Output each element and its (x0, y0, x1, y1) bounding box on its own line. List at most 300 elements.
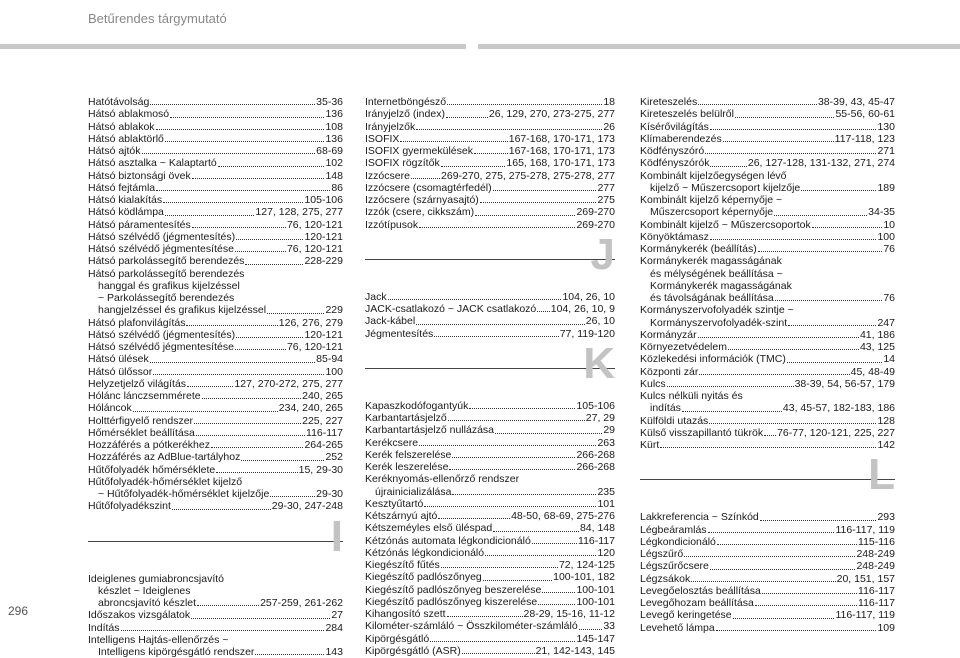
entry-pages: 34-35 (868, 206, 895, 218)
section-rule (365, 368, 615, 369)
entry-pages: 225, 227 (302, 415, 343, 427)
entry-term: Kombinált kijelzőegységen lévő (640, 170, 787, 182)
section-letter: L (868, 453, 895, 497)
dot-leader (156, 182, 330, 191)
entry-term: Műszercsoport képernyője (650, 206, 773, 218)
entry-term: Kétszárnyú ajtó (365, 510, 437, 522)
entry-pages: 116-117, 119 (835, 609, 895, 621)
dot-leader (163, 194, 303, 203)
index-entry (365, 145, 615, 157)
dot-leader (416, 315, 585, 324)
dot-leader (400, 133, 507, 142)
entry-pages: 269-270 (576, 219, 615, 231)
dot-leader (267, 304, 324, 313)
dot-leader (170, 108, 324, 117)
entry-pages: 128 (877, 415, 895, 427)
index-entry (640, 133, 895, 145)
dot-leader (192, 219, 286, 228)
dot-leader (710, 560, 856, 569)
entry-pages: 29 (603, 424, 615, 436)
index-entry (365, 535, 615, 547)
index-entry (88, 96, 343, 108)
index-entry (365, 96, 615, 108)
entry-pages: 76 (883, 292, 895, 304)
dot-leader (424, 498, 596, 507)
entry-term: ISOFIX (365, 133, 399, 145)
entry-term: Hűtőfolyadék hőmérséklete (88, 464, 215, 476)
index-entry (640, 511, 895, 523)
index-entry (365, 584, 615, 596)
index-entry (88, 268, 343, 280)
entry-term: Karbantartásjelző nullázása (365, 424, 494, 436)
index-entry (88, 304, 343, 316)
section-letter: I (331, 515, 343, 559)
dot-leader (660, 439, 876, 448)
index-entry (640, 573, 895, 585)
entry-pages: 145-147 (576, 633, 615, 645)
entry-term: Légkondicionáló (640, 536, 716, 548)
entry-pages: 136 (325, 108, 343, 120)
index-entry (88, 451, 343, 463)
dot-leader (723, 133, 834, 142)
entry-term: Jack-kábel (365, 315, 415, 327)
index-entry (88, 329, 343, 341)
entry-pages: 120 (597, 547, 615, 559)
entry-pages: 76, 120-121 (287, 219, 343, 231)
dot-leader (710, 231, 877, 240)
entry-pages: 26, 10 (586, 315, 615, 327)
dot-leader (165, 206, 255, 215)
section-rule (365, 259, 615, 260)
dot-leader (241, 451, 324, 460)
dot-leader (710, 157, 746, 166)
index-entry (365, 400, 615, 412)
entry-pages: 117-118, 123 (835, 133, 895, 145)
index-entry (640, 378, 895, 390)
index-entry (365, 510, 615, 522)
entry-pages: 100-101 (576, 584, 615, 596)
entry-pages: 77, 119-120 (560, 328, 615, 340)
index-entry (365, 121, 615, 133)
entry-pages: 35-36 (316, 96, 343, 108)
entry-term: Kormánykerék (beállítás) (640, 243, 757, 255)
dot-leader (192, 170, 325, 179)
entry-term: Kerék felszerelése (365, 449, 451, 461)
entry-term: Hátsó ablakmosó (88, 108, 169, 120)
index-entry (88, 634, 343, 646)
entry-term: Kiegészítő padlószőnyeg kiszerelése (365, 596, 537, 608)
entry-term: Kombinált kijelző ~ Műszercsoportok (640, 219, 811, 231)
index-entry (88, 182, 343, 194)
entry-pages: 148 (325, 170, 343, 182)
entry-pages: 29-30 (316, 488, 343, 500)
index-entry (365, 412, 615, 424)
entry-term: ISOFIX gyermekülések (365, 145, 473, 157)
dot-leader (532, 535, 577, 544)
index-entry (365, 108, 615, 120)
entry-term: Izzócsere (365, 170, 410, 182)
dot-leader (733, 609, 835, 618)
entry-pages: 28-29, 15-16, 11-12 (524, 608, 615, 620)
entry-term: Helyzetjelző világítás (88, 378, 186, 390)
entry-pages: 84, 148 (580, 522, 615, 534)
dot-leader (698, 96, 817, 105)
index-entry (88, 464, 343, 476)
entry-term: Kürt (640, 439, 659, 451)
index-entry (365, 473, 615, 485)
entry-list (640, 511, 895, 634)
entry-term: Légzsákok (640, 573, 690, 585)
index-entry (640, 560, 895, 572)
entry-pages: 229 (325, 304, 343, 316)
dot-leader (495, 424, 602, 433)
dot-leader (165, 133, 325, 142)
entry-pages: 27 (331, 609, 343, 621)
index-entry (88, 157, 343, 169)
dot-leader (150, 96, 315, 105)
entry-pages: 86 (331, 182, 343, 194)
entry-term: Hátsó ködlámpa (88, 206, 164, 218)
index-entry (365, 498, 615, 510)
dot-leader (483, 571, 552, 580)
entry-term: ~ Parkolássegítő berendezés (98, 292, 234, 304)
index-entry (88, 500, 343, 512)
entry-term: Izzócsere (szárnyasajtó) (365, 194, 479, 206)
dot-leader (441, 157, 506, 166)
index-entry (640, 609, 895, 621)
index-entry (88, 597, 343, 609)
index-entry (365, 608, 615, 620)
entry-term: Hátsó parkolássegítő berendezés (88, 255, 244, 267)
index-entry (640, 585, 895, 597)
dot-leader (448, 412, 585, 421)
entry-term: Kapaszkodófogantyúk (365, 400, 468, 412)
entry-pages: 266-268 (576, 461, 615, 473)
entry-term: Kétzónás légkondicionáló (365, 547, 484, 559)
entry-term: Környezetvédelem (640, 341, 727, 353)
entry-term: Kombinált kijelző képernyője ~ (640, 194, 782, 206)
dot-leader (416, 121, 602, 130)
entry-term: Kesztyűtartó (365, 498, 423, 510)
dot-leader (710, 121, 877, 130)
dot-leader (709, 415, 876, 424)
entry-pages: 41, 186 (860, 329, 895, 341)
entry-pages: 27, 29 (586, 412, 615, 424)
entry-pages: 100 (325, 366, 343, 378)
index-entry (365, 645, 615, 657)
entry-term: Irányjelző (index) (365, 108, 445, 120)
index-entry (640, 96, 895, 108)
dot-leader (716, 622, 877, 631)
dot-leader (191, 609, 330, 618)
index-entry (365, 596, 615, 608)
index-entry (365, 291, 615, 303)
entry-pages: 43, 125 (860, 341, 895, 353)
entry-term: kijelző ~ Műszercsoport kijelzője (650, 182, 800, 194)
index-entry (640, 304, 895, 316)
entry-list (88, 96, 343, 513)
entry-pages: 275 (597, 194, 615, 206)
entry-pages: 235 (597, 486, 615, 498)
entry-pages: 26, 129, 270, 273-275, 277 (489, 108, 615, 120)
index-entry (640, 317, 895, 329)
entry-pages: 116-117 (858, 585, 895, 597)
entry-term: Kormányzár (640, 329, 697, 341)
entry-pages: 284 (325, 622, 343, 634)
entry-term: Könyöktámasz (640, 231, 709, 243)
dot-leader (133, 402, 278, 411)
dot-leader (446, 108, 488, 117)
dot-leader (172, 500, 271, 509)
entry-list (365, 400, 615, 657)
entry-pages: 10 (883, 219, 895, 231)
entry-pages: 26, 127-128, 131-132, 271, 274 (748, 157, 895, 169)
index-entry (640, 231, 895, 243)
entry-term: Hátsó fejtámla (88, 182, 155, 194)
dot-leader (452, 449, 575, 458)
entry-list (365, 96, 615, 231)
entry-term: Időszakos vizsgálatok (88, 609, 190, 621)
index-entry (365, 303, 615, 315)
index-entry (88, 378, 343, 390)
dot-leader (764, 427, 776, 436)
entry-pages: 115-116 (858, 536, 895, 548)
entry-pages: 18 (603, 96, 615, 108)
index-entry (640, 622, 895, 634)
entry-pages: 33 (603, 620, 615, 632)
index-entry (365, 194, 615, 206)
section-rule (88, 541, 343, 542)
index-entry (640, 415, 895, 427)
entry-term: Külföldi utazás (640, 415, 708, 427)
dot-leader (717, 536, 857, 545)
dot-leader (411, 170, 440, 179)
index-entry (640, 341, 895, 353)
index-entry (640, 170, 895, 182)
entry-pages: 29-30, 247-248 (272, 500, 343, 512)
dot-leader (480, 194, 597, 203)
section-rule (640, 479, 895, 480)
entry-term: Hátsó ajtók (88, 145, 141, 157)
entry-pages: 14 (883, 353, 895, 365)
entry-pages: 126, 276, 279 (279, 317, 343, 329)
entry-list (88, 573, 343, 658)
entry-pages: 21, 142-143, 145 (536, 645, 615, 657)
entry-term: Hűtőfolyadék-hőmérséklet kijelző (88, 476, 242, 488)
entry-list (640, 96, 895, 451)
index-entry (365, 133, 615, 145)
entry-pages: 293 (877, 511, 895, 523)
index-entry (88, 402, 343, 414)
section-header-j (365, 235, 615, 287)
entry-term: hanggal és grafikus kijelzéssel (98, 280, 240, 292)
dot-leader (255, 646, 324, 655)
dot-leader (194, 415, 301, 424)
entry-list (365, 291, 615, 340)
index-entry (640, 597, 895, 609)
entry-term: Izzótípusok (365, 219, 418, 231)
index-entry (640, 548, 895, 560)
entry-pages: 109 (877, 622, 895, 634)
entry-pages: 263 (597, 437, 615, 449)
dot-leader (684, 548, 855, 557)
index-entry (640, 145, 895, 157)
entry-term: Kiegészítő padlószőnyeg beszerelése (365, 584, 541, 596)
index-entry (640, 268, 895, 280)
entry-term: ISOFIX rögzítők (365, 157, 440, 169)
entry-term: Kipörgésgátló (ASR) (365, 645, 461, 657)
index-entry (88, 341, 343, 353)
entry-pages: 38-39, 54, 56-57, 179 (795, 378, 895, 390)
dot-leader (452, 486, 596, 495)
dot-leader (775, 292, 883, 301)
entry-pages: 116-117, 119 (835, 524, 895, 536)
entry-term: Izzócsere (csomagtérfedél) (365, 182, 492, 194)
entry-term: Légszűrőcsere (640, 560, 709, 572)
entry-term: Hólánc lánczsemmérete (88, 390, 201, 402)
header-bar-right (478, 44, 960, 49)
index-entry (88, 219, 343, 231)
dot-leader (388, 291, 562, 300)
index-entry (640, 280, 895, 292)
entry-pages: 269-270 (576, 206, 615, 218)
index-entry (365, 620, 615, 632)
entry-term: Hátsó plafonvilágítás (88, 317, 185, 329)
index-entry (88, 646, 343, 658)
entry-term: és mélységének beállítása ~ (650, 268, 783, 280)
entry-term: Kísérővilágítás (640, 121, 709, 133)
entry-pages: 247 (877, 317, 895, 329)
entry-term: Közlekedési információk (TMC) (640, 353, 786, 365)
dot-leader (270, 488, 315, 497)
dot-leader (812, 219, 883, 228)
index-entry (88, 488, 343, 500)
index-entry (365, 170, 615, 182)
entry-term: ~ Hűtőfolyadék-hőmérséklet kijelzője (98, 488, 269, 500)
index-entry (365, 571, 615, 583)
index-entry (88, 121, 343, 133)
dot-leader (485, 547, 596, 556)
entry-term: Hátsó biztonsági övek (88, 170, 191, 182)
entry-pages: 45, 48-49 (851, 366, 895, 378)
entry-term: Internetböngésző (365, 96, 446, 108)
dot-leader (801, 182, 876, 191)
dot-leader (728, 341, 859, 350)
index-entry (640, 390, 895, 402)
section-header-l (640, 455, 895, 507)
index-entry (88, 317, 343, 329)
entry-term: Klímaberendezés (640, 133, 722, 145)
entry-pages: 257-259, 261-262 (260, 597, 343, 609)
dot-leader (579, 620, 603, 629)
entry-term: Levegő keringetése (640, 609, 732, 621)
entry-pages: 264-265 (304, 439, 343, 451)
dot-leader (434, 328, 558, 337)
dot-leader (469, 400, 575, 409)
entry-pages: 240, 265 (302, 390, 343, 402)
index-column-2 (365, 96, 615, 657)
entry-term: Kiegészítő padlószőnyeg (365, 571, 482, 583)
entry-term: Hátsó szélvédő jégmentesítése (88, 341, 234, 353)
entry-pages: 100 (877, 231, 895, 243)
entry-pages: 108 (325, 121, 343, 133)
entry-pages: 269-270, 275, 275-278, 275-278, 277 (441, 170, 615, 182)
entry-term: Kulcs nélküli nyitás és (640, 390, 743, 402)
dot-leader (788, 317, 876, 326)
entry-term: Ideiglenes gumiabroncsjavító (88, 573, 224, 585)
index-entry (365, 547, 615, 559)
index-entry (640, 366, 895, 378)
index-column-1 (88, 96, 343, 658)
dot-leader (187, 378, 233, 387)
entry-term: Hátsó ablaktörlő (88, 133, 164, 145)
entry-term: Izzók (csere, cikkszám) (365, 206, 474, 218)
entry-pages: 127, 128, 275, 277 (255, 206, 343, 218)
entry-term: újrainicializálása (375, 486, 451, 498)
dot-leader (708, 524, 835, 533)
entry-pages: 43, 45-57, 182-183, 186 (783, 402, 895, 414)
index-entry (640, 219, 895, 231)
entry-pages: 38-39, 43, 45-47 (818, 96, 895, 108)
entry-term: Légszűrő (640, 548, 683, 560)
entry-term: Kormányszervofolyadék-szint (650, 317, 787, 329)
entry-pages: 143 (325, 646, 343, 658)
entry-pages: 105-106 (576, 400, 615, 412)
entry-pages: 248-249 (856, 560, 895, 572)
dot-leader (462, 645, 535, 654)
index-entry (88, 243, 343, 255)
entry-pages: 142 (877, 439, 895, 451)
entry-pages: 167-168, 170-171, 173 (509, 133, 615, 145)
entry-term: Jégmentesítés (365, 328, 433, 340)
entry-pages: 130 (877, 121, 895, 133)
dot-leader (121, 622, 325, 631)
entry-term: és távolságának beállítása (650, 292, 774, 304)
dot-leader (667, 378, 794, 387)
dot-leader (691, 573, 835, 582)
index-entry (88, 439, 343, 451)
entry-term: Hozzáférés a pótkerékhez (88, 439, 210, 451)
dot-leader (758, 243, 883, 252)
index-entry (88, 170, 343, 182)
entry-term: JACK-csatlakozó ~ JACK csatlakozó (365, 303, 536, 315)
index-entry (640, 206, 895, 218)
entry-pages: 105-106 (304, 194, 343, 206)
entry-term: Irányjelzők (365, 121, 415, 133)
index-entry (88, 585, 343, 597)
entry-pages: 165, 168, 170-171, 173 (506, 157, 615, 169)
dot-leader (150, 353, 315, 362)
index-entry (640, 536, 895, 548)
index-entry (365, 219, 615, 231)
entry-term: Holttérfigyelő rendszer (88, 415, 193, 427)
index-entry (88, 206, 343, 218)
index-entry (88, 292, 343, 304)
entry-term: Karbantartásjelző (365, 412, 447, 424)
dot-leader (774, 206, 867, 215)
entry-term: Hátsó kialakítás (88, 194, 162, 206)
entry-pages: 271 (877, 145, 895, 157)
entry-pages: 85-94 (316, 353, 343, 365)
entry-pages: 104, 26, 10 (562, 291, 615, 303)
index-entry (88, 108, 343, 120)
index-entry (640, 182, 895, 194)
entry-pages: 48-50, 68-69, 275-276 (511, 510, 615, 522)
dot-leader (438, 510, 510, 519)
dot-leader (430, 633, 575, 642)
index-entry (640, 157, 895, 169)
entry-term: Intelligens Hajtás-ellenőrzés ~ (88, 634, 228, 646)
